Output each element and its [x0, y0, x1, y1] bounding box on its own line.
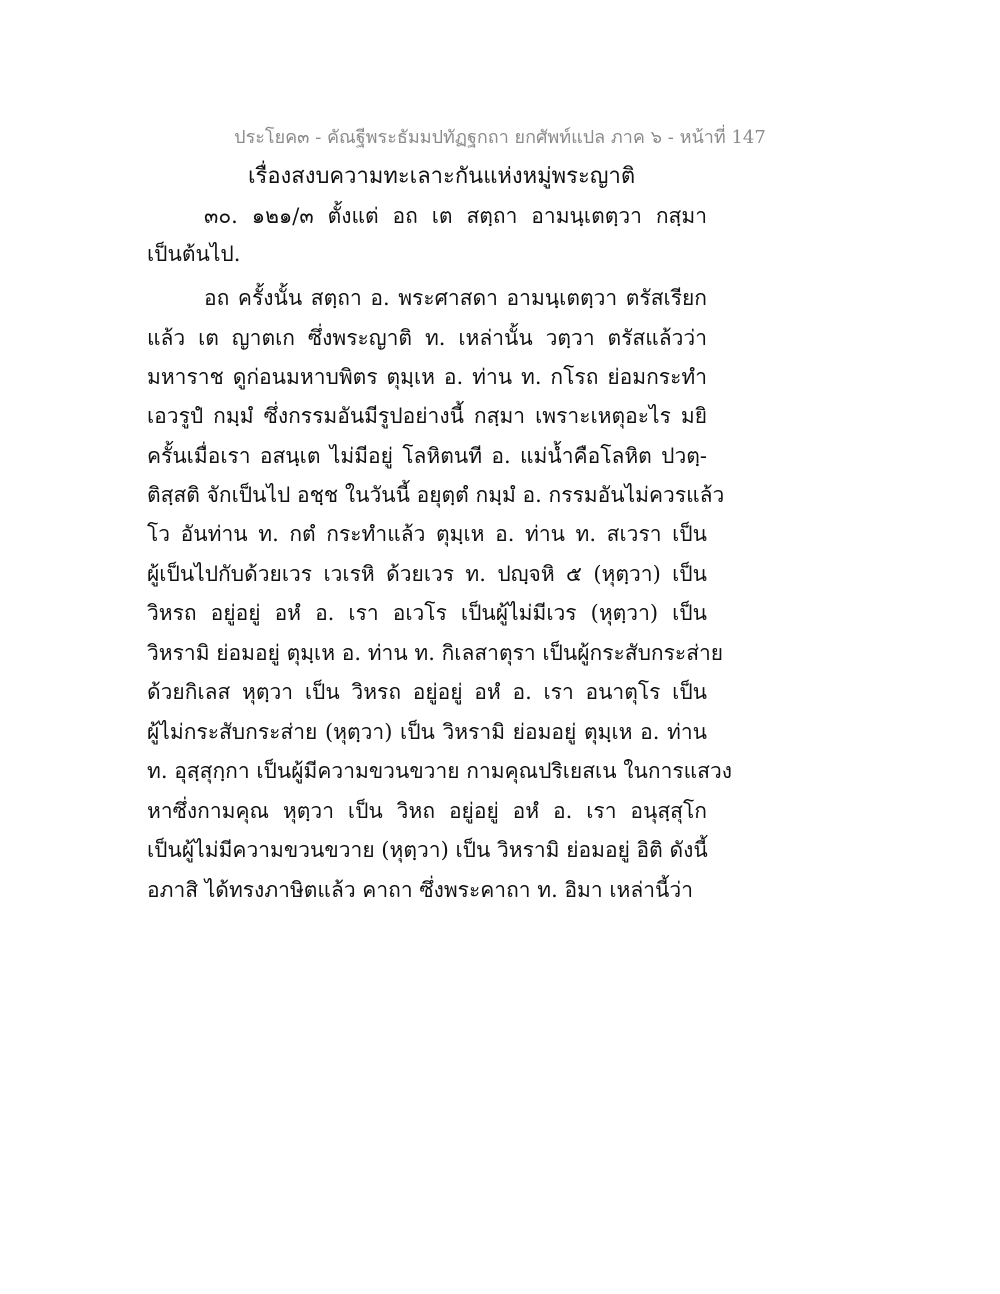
text-line: วิหรถ อยู่อยู่ อหํ อ. เรา อเวโร เป็นผู้ไม่มีเวร (หุตฺวา) เป็น: [147, 601, 707, 625]
text-line: เอวรูปํ กมฺมํ ซึ่งกรรมอันมีรูปอย่างนี้ กสฺมา เพราะเหตุอะไร มยิ: [147, 404, 707, 428]
text-line: โว อันท่าน ท. กตํ กระทำแล้ว ตุมฺเห อ. ท่าน ท. สเวรา เป็น: [147, 522, 707, 546]
text-line: มหาราช ดูก่อนมหาบพิตร ตุมฺเห อ. ท่าน ท. กโรถ ย่อมกระทำ: [147, 365, 707, 389]
text-line: หาซึ่งกามคุณ หุตฺวา เป็น วิหถ อยู่อยู่ อหํ อ. เรา อนุสฺสุโก: [147, 799, 707, 823]
text-line: เป็นผู้ไม่มีความขวนขวาย (หุตฺวา) เป็น วิหรามิ ย่อมอยู่ อิติ ดังนี้: [147, 838, 708, 862]
text-line: ติสฺสติ จักเป็นไป อชฺช ในวันนี้ อยุตฺตํ กมฺมํ อ. กรรมอันไม่ควรแล้ว: [147, 483, 725, 507]
text-line: อถ ครั้งนั้น สตฺถา อ. พระศาสดา อามนฺเตตฺวา ตรัสเรียก: [204, 286, 707, 310]
text-line: วิหรามิ ย่อมอยู่ ตุมฺเห อ. ท่าน ท. กิเลสาตุรา เป็นผู้กระสับกระส่าย: [147, 641, 724, 665]
text-line: ท. อุสฺสุกฺกา เป็นผู้มีความขวนขวาย กามคุณปริเยสเน ในการแสวง: [147, 759, 733, 783]
text-line: ด้วยกิเลส หุตฺวา เป็น วิหรถ อยู่อยู่ อหํ อ. เรา อนาตุโร เป็น: [147, 680, 707, 704]
text-line: ครั้นเมื่อเรา อสนฺเต ไม่มีอยู่ โลหิตนที อ. แม่น้ำคือโลหิต ปวตฺ-: [147, 444, 707, 468]
text-line: ๓๐. ๑๒๑/๓ ตั้งแต่ อถ เต สตฺถา อามนฺเตตฺวา กสฺมา: [204, 204, 707, 228]
story-title: เรื่องสงบความทะเลาะกันแห่งหมู่พระญาติ: [248, 164, 636, 189]
text-line: ผู้ไม่กระสับกระส่าย (หุตฺวา) เป็น วิหรามิ ย่อมอยู่ ตุมฺเห อ. ท่าน: [147, 720, 707, 744]
text-line: ผู้เป็นไปกับด้วยเวร เวเรหิ ด้วยเวร ท. ปญฺจหิ ๕ (หุตฺวา) เป็น: [147, 562, 707, 586]
text-line: เป็นต้นไป.: [147, 242, 241, 266]
text-line: อภาสิ ได้ทรงภาษิตแล้ว คาถา ซึ่งพระคาถา ท. อิมา เหล่านี้ว่า: [147, 878, 693, 902]
page-header: ประโยค๓ - คัณฐีพระธัมมปทัฏฐกถา ยกศัพท์แปล ภาค ๖ - หน้าที่ 147: [234, 127, 766, 148]
text-line: แล้ว เต ญาตเก ซึ่งพระญาติ ท. เหล่านั้น วตฺวา ตรัสแล้วว่า: [147, 326, 707, 350]
